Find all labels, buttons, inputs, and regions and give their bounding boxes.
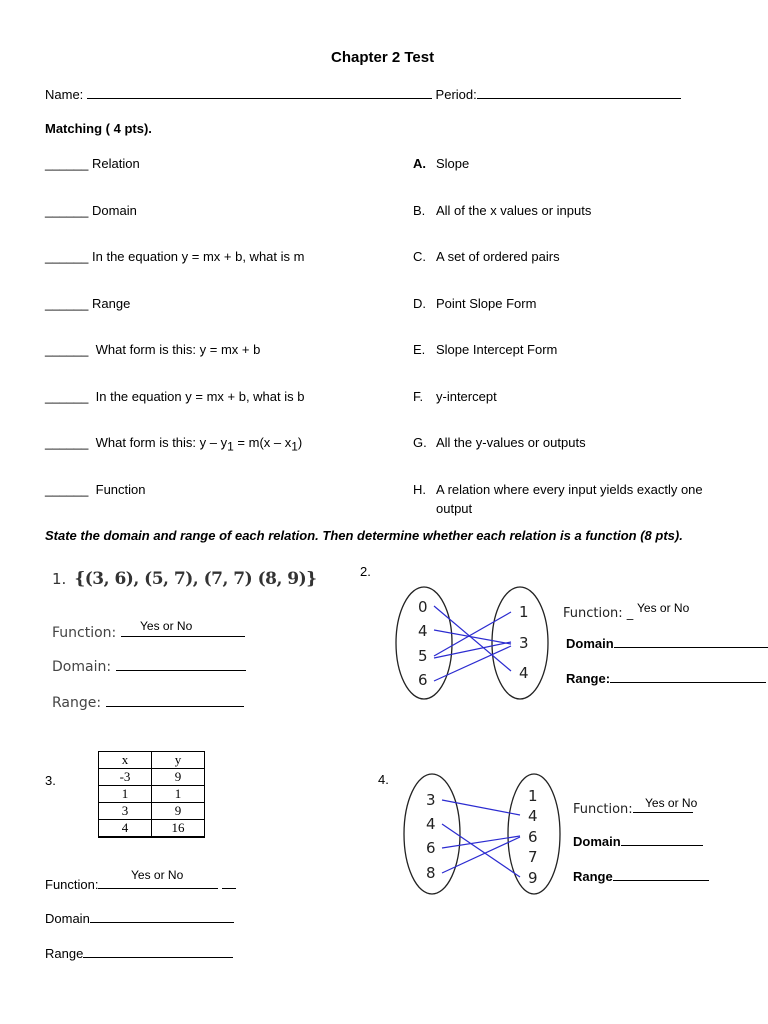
matching-left-2[interactable] bbox=[45, 203, 137, 218]
answer-blank: ______ bbox=[45, 296, 89, 311]
table-row bbox=[99, 803, 205, 820]
arrow bbox=[434, 630, 511, 644]
domain-label: Domain bbox=[573, 834, 621, 849]
matching-term-end: ) bbox=[297, 435, 303, 450]
period-label: Period: bbox=[435, 87, 477, 102]
matching-term: Relation bbox=[92, 156, 140, 171]
problem3-function-row bbox=[45, 876, 236, 892]
domain-value: 6 bbox=[426, 839, 436, 857]
range-field[interactable] bbox=[613, 868, 709, 881]
table-cell: 9 bbox=[152, 769, 205, 786]
matching-term: What form is this: y = mx + b bbox=[95, 342, 261, 357]
matching-left-7[interactable] bbox=[45, 435, 302, 454]
mapping-diagram-4 bbox=[402, 772, 562, 898]
option-letter: C. bbox=[413, 249, 426, 264]
problem2-range-row bbox=[566, 670, 766, 686]
problem4-range-row bbox=[573, 868, 709, 884]
option-text: All of the x values or inputs bbox=[436, 203, 592, 218]
function-label: Function: bbox=[52, 625, 117, 641]
domain-label: Domain: bbox=[52, 659, 112, 675]
range-field[interactable] bbox=[610, 670, 766, 683]
range-value: 9 bbox=[528, 869, 538, 887]
problem4-domain-row bbox=[573, 833, 703, 849]
xy-table bbox=[98, 751, 205, 838]
option-text: A relation where every input yields exactly one bbox=[436, 482, 703, 497]
table-cell: 1 bbox=[152, 786, 205, 803]
matching-left-6[interactable] bbox=[45, 389, 304, 404]
matching-term: Function bbox=[95, 482, 146, 497]
function-label: Function: bbox=[573, 802, 633, 817]
problem-number: 1. bbox=[52, 570, 67, 588]
matching-left-3[interactable] bbox=[45, 249, 304, 264]
matching-left-4[interactable] bbox=[45, 296, 130, 311]
table-cell: 9 bbox=[152, 803, 205, 820]
range-label: Range: bbox=[566, 671, 611, 686]
table-header: x bbox=[99, 752, 152, 769]
range-value: 1 bbox=[519, 603, 529, 621]
matching-left-5[interactable] bbox=[45, 342, 260, 357]
problem2-function-row bbox=[563, 606, 633, 621]
table-row bbox=[99, 769, 205, 786]
range-value: 4 bbox=[519, 664, 529, 682]
domain-value: 3 bbox=[426, 791, 436, 809]
domain-field[interactable] bbox=[116, 657, 246, 671]
option-text: All the y-values or outputs bbox=[436, 435, 586, 450]
matching-term: In the equation y = mx + b, what is m bbox=[92, 249, 305, 264]
instructions: State the domain and range of each relation. Then determine whether each relation is a function (8 pts). bbox=[45, 528, 683, 543]
option-text: Point Slope Form bbox=[436, 296, 537, 311]
option-text: A set of ordered pairs bbox=[436, 249, 560, 264]
range-value: 6 bbox=[528, 828, 538, 846]
matching-right-h-line2: output bbox=[436, 501, 473, 516]
domain-label: Domain bbox=[45, 911, 90, 926]
range-value: 4 bbox=[528, 807, 538, 825]
problem2-domain-row bbox=[566, 635, 768, 651]
range-label: Range bbox=[573, 869, 613, 884]
table-cell: 1 bbox=[99, 786, 152, 803]
problem-number: 3. bbox=[45, 773, 56, 788]
ordered-pairs: {(3, 6), (5, 7), (7, 7) (8, 9)} bbox=[74, 569, 317, 589]
answer-blank: ______ bbox=[45, 482, 89, 497]
domain-field[interactable] bbox=[90, 910, 234, 923]
page-title: Chapter 2 Test bbox=[331, 49, 435, 66]
function-answer-text: Yes or No bbox=[637, 601, 690, 615]
table-cell: 3 bbox=[99, 803, 152, 820]
matching-right-f bbox=[413, 389, 497, 404]
option-text: y-intercept bbox=[436, 389, 497, 404]
function-answer-field-extra[interactable] bbox=[222, 876, 236, 889]
domain-value: 8 bbox=[426, 864, 436, 882]
range-field[interactable] bbox=[83, 945, 233, 958]
table-header: y bbox=[152, 752, 205, 769]
matching-left-1[interactable] bbox=[45, 156, 140, 171]
problem-number: 2. bbox=[360, 564, 371, 579]
name-label: Name: bbox=[45, 87, 84, 102]
function-answer-text: Yes or No bbox=[140, 619, 193, 633]
period-field[interactable] bbox=[477, 98, 681, 99]
problem1-domain-row bbox=[52, 657, 246, 675]
table-row bbox=[99, 820, 205, 838]
matching-left-8[interactable] bbox=[45, 482, 146, 497]
name-field[interactable] bbox=[87, 98, 432, 99]
matching-right-d bbox=[413, 296, 536, 311]
option-text: Slope Intercept Form bbox=[436, 342, 558, 357]
domain-label: Domain bbox=[566, 636, 614, 651]
matching-heading: Matching ( 4 pts). bbox=[45, 121, 152, 136]
domain-field[interactable] bbox=[614, 635, 768, 648]
answer-blank: ______ bbox=[45, 342, 89, 357]
table-cell: 4 bbox=[99, 820, 152, 838]
matching-right-a bbox=[413, 156, 469, 171]
matching-term: Domain bbox=[92, 203, 137, 218]
range-label: Range: bbox=[52, 695, 102, 711]
arrow bbox=[434, 606, 511, 671]
answer-blank: ______ bbox=[45, 435, 89, 450]
table-row bbox=[99, 786, 205, 803]
subscript: 1 bbox=[291, 439, 298, 454]
matching-right-b bbox=[413, 203, 591, 218]
function-answer-text: Yes or No bbox=[131, 868, 184, 882]
range-label: Range bbox=[45, 946, 84, 961]
range-value: 3 bbox=[519, 634, 529, 652]
table-cell: 16 bbox=[152, 820, 205, 838]
answer-blank: ______ bbox=[45, 249, 89, 264]
matching-term: In the equation y = mx + b, what is b bbox=[95, 389, 305, 404]
domain-value: 6 bbox=[418, 671, 428, 689]
matching-term: What form is this: y – y bbox=[95, 435, 228, 450]
matching-right-c bbox=[413, 249, 560, 264]
option-letter: H. bbox=[413, 482, 426, 497]
problem1-set bbox=[52, 569, 317, 589]
function-answer-field[interactable] bbox=[98, 876, 218, 889]
range-value: 7 bbox=[528, 848, 538, 866]
domain-field[interactable] bbox=[621, 833, 703, 846]
matching-right-e bbox=[413, 342, 557, 357]
answer-blank: ______ bbox=[45, 389, 89, 404]
matching-right-g bbox=[413, 435, 586, 450]
function-answer-text: Yes or No bbox=[645, 796, 698, 810]
arrow bbox=[442, 800, 520, 815]
option-letter: F. bbox=[413, 389, 424, 404]
matching-right-h bbox=[413, 482, 703, 497]
subscript: 1 bbox=[227, 439, 234, 454]
problem3-domain-row bbox=[45, 910, 234, 926]
table-cell: -3 bbox=[99, 769, 152, 786]
domain-value: 4 bbox=[418, 622, 428, 640]
option-letter: B. bbox=[413, 203, 426, 218]
answer-blank: ______ bbox=[45, 203, 89, 218]
matching-term-tail: = m(x – x bbox=[233, 435, 292, 450]
problem3-range-row bbox=[45, 945, 233, 961]
problem-number: 4. bbox=[378, 772, 389, 787]
domain-value: 5 bbox=[418, 647, 428, 665]
option-letter: E. bbox=[413, 342, 426, 357]
domain-value: 0 bbox=[418, 598, 428, 616]
range-value: 1 bbox=[528, 787, 538, 805]
domain-value: 4 bbox=[426, 815, 436, 833]
problem1-range-row bbox=[52, 693, 244, 711]
function-label: Function: bbox=[45, 877, 99, 892]
name-row bbox=[45, 87, 681, 102]
mapping-diagram-2 bbox=[394, 584, 554, 704]
option-letter: D. bbox=[413, 296, 426, 311]
matching-term: Range bbox=[92, 296, 131, 311]
arrow bbox=[434, 646, 511, 681]
option-letter: A. bbox=[413, 156, 426, 171]
function-label: Function: _ bbox=[563, 606, 634, 621]
table-header-row bbox=[99, 752, 205, 769]
option-letter: G. bbox=[413, 435, 427, 450]
option-text: Slope bbox=[436, 156, 470, 171]
range-field[interactable] bbox=[106, 693, 244, 707]
answer-blank: ______ bbox=[45, 156, 89, 171]
